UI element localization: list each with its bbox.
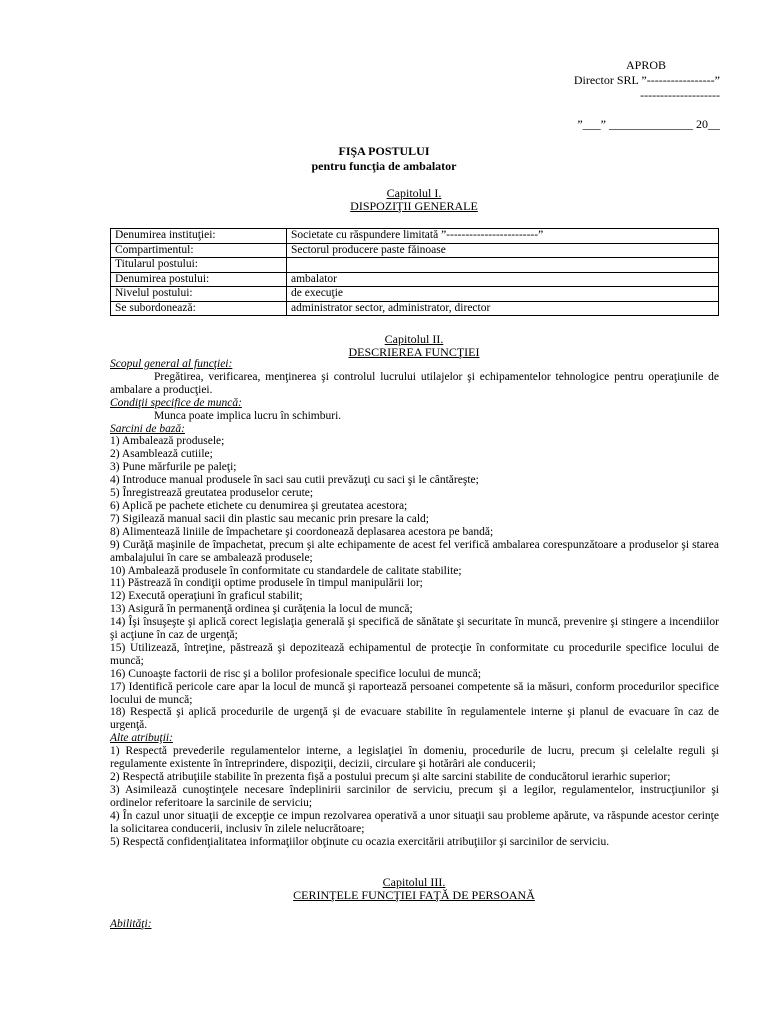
other-heading: Alte atribuţii: <box>110 732 173 745</box>
purpose-heading: Scopul general al funcţiei: <box>110 358 233 370</box>
other-duty-item: 1) Respectă prevederile regulamentelor interne, a legislaţiei în domeniu, procedurile de lucru, precum şi celelalte reguli şi regulamente existente în întreprindere, dispoziţii, decizii, circulare şi hotărâri ale conducerii; <box>110 745 719 771</box>
approval-director <box>574 73 720 103</box>
task-item: 2) Asamblează cutiile; <box>110 448 213 461</box>
task-item: 7) Sigilează manual sacii din plastic sau mecanic prin presare la cald; <box>110 512 429 525</box>
abilities-heading-text: Abilităţi: <box>110 918 152 930</box>
chapter1-name: DISPOZIŢII GENERALE <box>350 199 478 213</box>
general-table-row <box>111 301 719 316</box>
general-table-key: Titularul postului: <box>111 258 287 273</box>
other-duty-item: 3) Asimilează cunoştinţele necesare îndeplinirii sarcinilor de serviciu, precum şi a legilor, regulamentelor, instrucţiunilor şi ordinelor referitoare la sarcinile de serviciu; <box>110 783 719 809</box>
general-table-value: Sectorul producere paste făinoase <box>287 243 719 258</box>
tasks-list <box>110 435 719 732</box>
chapter3-heading <box>0 876 768 902</box>
general-table-row <box>111 287 719 302</box>
chapter2-name: DESCRIEREA FUNCŢIEI <box>348 345 480 359</box>
task-item: 11) Păstrează în condiţii optime produsele în timpul manipulării lor; <box>110 577 423 590</box>
abilities-heading <box>110 918 152 930</box>
task-item: 17) Identifică pericole care apar la locul de muncă şi raportează persoanei competente să ia măsuri, conform procedurilor specifice locului de muncă; <box>110 680 719 706</box>
chapter3-name: CERINŢELE FUNCŢIEI FAŢĂ DE PERSOANĂ <box>293 888 535 902</box>
chapter1-label: Capitolul I. <box>386 186 442 200</box>
task-item: 1) Ambalează produsele; <box>110 435 225 448</box>
chapter2-label: Capitolul II. <box>384 332 444 346</box>
chapter2-heading <box>0 333 768 359</box>
general-table-value <box>287 258 719 273</box>
general-table-row <box>111 243 719 258</box>
general-table-row <box>111 272 719 287</box>
document-subtitle: pentru funcţia de ambalator <box>311 159 457 173</box>
approval-director-line: Director SRL ”-----------------” <box>573 73 720 87</box>
task-item: 6) Aplică pe pachete etichete cu denumirea şi greutatea acestora; <box>110 499 408 512</box>
approval-date: ”___” ______________ 20__ <box>577 117 720 131</box>
general-table-value: ambalator <box>287 272 719 287</box>
general-table-key: Se subordonează: <box>111 301 287 316</box>
approval-word: APROB <box>626 58 667 72</box>
task-item: 5) Înregistrează greutatea produselor cerute; <box>110 487 314 500</box>
task-item: 18) Respectă şi aplică procedurile de urgenţă şi de evacuare stabilite în regulamentele interne şi planul de evacuare în caz de urgenţă. <box>110 706 719 732</box>
general-table-key: Compartimentul: <box>111 243 287 258</box>
general-table-key: Denumirea postului: <box>111 272 287 287</box>
task-item: 8) Alimentează liniile de împachetare şi coordonează deplasarea acestora pe bandă; <box>110 525 494 538</box>
task-item: 13) Asigură în permanenţă ordinea şi curăţenia la locul de muncă; <box>110 603 413 616</box>
other-list <box>110 745 719 848</box>
conditions-text: Munca poate implica lucru în schimburi. <box>154 409 342 422</box>
task-item: 15) Utilizează, întreţine, păstrează şi depozitează echipamentul de protecţie în conformitate cu procedurile specifice locului de muncă; <box>110 641 719 667</box>
task-item: 14) Îşi însuşeşte şi aplică corect legislaţia generală şi specifică de sănătate şi securitate în muncă, prevenire şi stingere a incendiilor şi acţiune în caz de urgenţă; <box>110 616 719 642</box>
purpose-text: Pregătirea, verificarea, menţinerea şi controlul lucrului utilajelor şi echipamentelor tehnologice pentru operaţiunile de ambalare a producţiei. <box>110 370 719 396</box>
other-duty-item: 4) În cazul unor situaţii de excepţie ce impun rezolvarea operativă a unor situaţii sau probleme apărute, va răspunde acestor cerinţe la solicitarea conducerii, inclusiv în zilele nelucrătoare; <box>110 809 719 835</box>
task-item: 16) Cunoaşte factorii de risc şi a bolilor profesionale specifice locului de muncă; <box>110 667 482 680</box>
general-table-key: Nivelul postului: <box>111 287 287 302</box>
approval-block <box>590 58 720 73</box>
approval-signature-line: -------------------- <box>640 88 720 102</box>
task-item: 10) Ambalează produsele în conformitate cu standardele de calitate stabilite; <box>110 564 462 577</box>
other-duty-item: 2) Respectă atribuţiile stabilite în prezenta fişă a postului precum şi alte sarcini stabilite de conducătorul ierarhic superior; <box>110 771 671 783</box>
general-info-table <box>110 228 719 316</box>
task-item: 12) Execută operaţiuni în graficul stabilit; <box>110 590 303 603</box>
document-body <box>110 358 719 848</box>
general-table-key: Denumirea instituţiei: <box>111 229 287 244</box>
task-item: 9) Curăţă maşinile de împachetat, precum şi alte echipamente de acest fel verifică ambalarea corespunzătoare a produselor şi starea ambalajului în care se ambalează produsele; <box>110 538 719 564</box>
chapter3-label: Capitolul III. <box>382 875 446 889</box>
general-table-row <box>111 229 719 244</box>
task-item: 3) Pune mărfurile pe paleţi; <box>110 461 237 474</box>
general-table-value: de execuţie <box>287 287 719 302</box>
conditions-heading: Condiţii specifice de muncă: <box>110 396 242 409</box>
chapter1-heading <box>0 187 768 213</box>
tasks-heading: Sarcini de bază: <box>110 422 185 435</box>
general-table-value: Societate cu răspundere limitată ”------------------------” <box>287 229 719 244</box>
general-table-value: administrator sector, administrator, director <box>287 301 719 316</box>
general-table-row <box>111 258 719 273</box>
other-duty-item: 5) Respectă confidenţialitatea informaţiilor obţinute cu ocazia exercitării atribuţiilor şi sarcinilor de serviciu. <box>110 835 610 848</box>
document-title: FIŞA POSTULUI <box>338 144 430 158</box>
task-item: 4) Introduce manual produsele în saci sau cutii prevăzuţi cu saci şi le cântăreşte; <box>110 474 479 487</box>
